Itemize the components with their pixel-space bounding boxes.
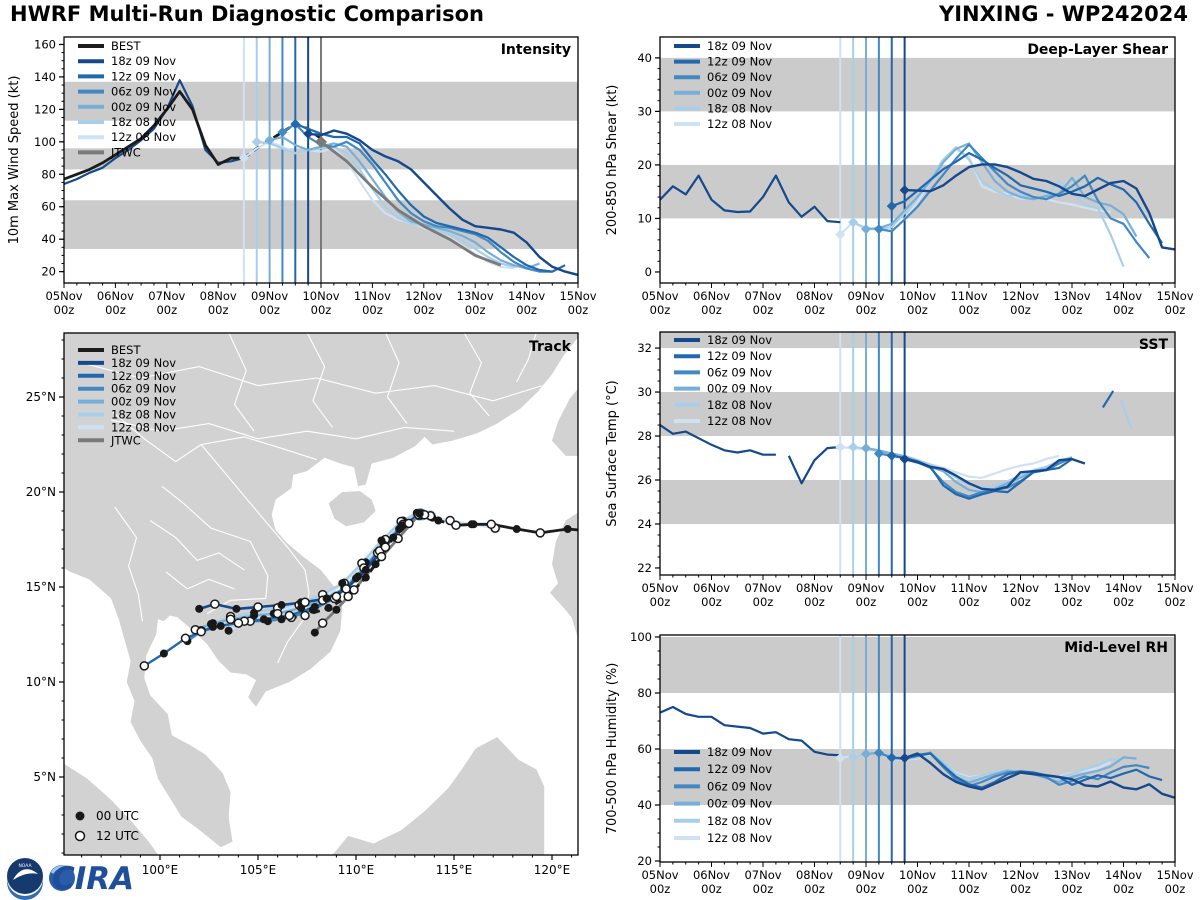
y-tick-label: 20	[637, 157, 652, 172]
x-tick-label: 08Nov	[199, 289, 237, 303]
lon-tick-label: 105°E	[239, 863, 277, 877]
x-tick-label: 07Nov	[744, 581, 782, 595]
legend-label: 12z 08 Nov	[111, 420, 177, 435]
legend-label: BEST	[111, 39, 141, 53]
fix-00utc	[362, 566, 370, 574]
fix-12utc	[452, 521, 460, 529]
series-analysis-b	[789, 447, 841, 483]
legend-label: 18z 08 Nov	[707, 397, 773, 412]
y-tick-label: 40	[637, 797, 652, 812]
x-tick-sublabel: 00z	[413, 303, 435, 317]
fix-00utc	[225, 627, 233, 635]
x-tick-label: 15Nov	[1156, 289, 1194, 303]
legend-label: 06z 09 Nov	[707, 779, 773, 794]
x-tick-sublabel: 00z	[1113, 303, 1134, 317]
x-tick-label: 13Nov	[1053, 289, 1091, 303]
lon-tick-label: 100°E	[141, 863, 179, 877]
y-tick-label: 22	[637, 560, 652, 575]
x-tick-label: 13Nov	[456, 289, 494, 303]
x-tick-label: 05Nov	[641, 289, 679, 303]
x-tick-label: 15Nov	[1156, 868, 1194, 882]
y-tick-label: 60	[637, 741, 652, 756]
x-tick-label: 14Nov	[1104, 289, 1143, 303]
legend-00utc-label: 00 UTC	[96, 809, 139, 823]
x-tick-sublabel: 00z	[1113, 595, 1134, 609]
init-marker	[848, 442, 858, 452]
y-tick-label: 100	[630, 629, 652, 644]
fix-12utc	[140, 662, 148, 670]
fix-12utc	[344, 593, 352, 601]
x-tick-sublabel: 00z	[752, 303, 774, 317]
x-tick-label: 08Nov	[795, 581, 834, 595]
x-tick-sublabel: 00z	[207, 303, 229, 317]
fix-00utc	[372, 560, 380, 568]
fix-00utc	[217, 622, 225, 630]
figure-title: HWRF Multi-Run Diagnostic Comparison	[10, 2, 485, 26]
legend-label: JTWC	[111, 145, 141, 160]
x-tick-label: 10Nov	[898, 289, 937, 303]
legend-label: 12z 08 Nov	[707, 414, 773, 428]
x-tick-sublabel: 00z	[701, 595, 722, 609]
fix-12utc	[585, 527, 593, 535]
y-axis-label: Sea Surface Temp (°C)	[605, 380, 620, 527]
x-tick-sublabel: 00z	[701, 303, 722, 317]
y-tick-label: 28	[637, 429, 652, 444]
fix-00utc	[332, 606, 340, 614]
x-tick-label: 13Nov	[1053, 581, 1091, 595]
fix-00utc	[323, 594, 331, 602]
legend-label: 18z 09 Nov	[111, 355, 177, 370]
x-tick-label: 06Nov	[692, 289, 731, 303]
legend-label: 18z 08 Nov	[707, 101, 773, 116]
fix-12utc	[254, 603, 262, 611]
y-axis-label: 10m Max Wind Speed (kt)	[7, 75, 22, 245]
fix-12utc	[332, 593, 340, 601]
fix-12utc	[377, 553, 385, 561]
x-tick-label: 11Nov	[950, 581, 988, 595]
x-tick-sublabel: 00z	[855, 882, 877, 896]
x-tick-sublabel: 00z	[907, 595, 928, 609]
legend-label: 18z 09 Nov	[707, 745, 773, 759]
x-tick-sublabel: 00z	[567, 303, 589, 317]
y-tick-label: 32	[637, 341, 652, 356]
x-tick-sublabel: 00z	[516, 303, 537, 317]
legend-label: 18z 08 Nov	[707, 813, 773, 828]
legend-label: 12z 09 Nov	[111, 69, 177, 84]
x-tick-label: 08Nov	[795, 868, 834, 882]
legend-label: 18z 09 Nov	[111, 54, 177, 69]
x-tick-sublabel: 00z	[649, 595, 671, 609]
y-tick-label: 40	[637, 50, 652, 65]
x-tick-sublabel: 00z	[1010, 882, 1031, 896]
legend-label: 12z 08 Nov	[707, 831, 773, 845]
noaa-logo-text: NOAA	[18, 864, 32, 869]
x-tick-label: 09Nov	[847, 581, 885, 595]
x-tick-sublabel: 00z	[362, 303, 383, 317]
fix-00utc	[362, 574, 370, 582]
fix-12utc	[350, 586, 358, 594]
fix-00utc	[354, 573, 362, 581]
init-marker	[861, 443, 871, 453]
lon-tick-label: 120°E	[533, 863, 571, 877]
x-tick-label: 06Nov	[692, 868, 731, 882]
legend-label: 18z 08 Nov	[111, 407, 177, 422]
y-tick-label: 20	[41, 264, 56, 279]
x-tick-sublabel: 00z	[649, 882, 671, 896]
fix-12utc	[181, 634, 189, 642]
fix-00utc	[209, 623, 217, 631]
x-tick-sublabel: 00z	[649, 303, 671, 317]
x-tick-sublabel: 00z	[701, 882, 722, 896]
x-tick-sublabel: 00z	[958, 595, 980, 609]
fix-12utc	[301, 612, 309, 620]
legend-label: 06z 09 Nov	[707, 70, 773, 85]
y-tick-label: 80	[637, 685, 652, 700]
footer-logos	[7, 858, 134, 900]
lon-tick-label: 110°E	[337, 863, 375, 877]
x-tick-label: 14Nov	[1104, 868, 1143, 882]
fix-12utc	[197, 628, 205, 636]
panel-intensity	[7, 37, 597, 317]
lat-tick-label: 25°N	[25, 390, 56, 404]
fix-12utc	[487, 520, 495, 528]
fix-12utc	[301, 598, 309, 606]
cira-logo-text: CIRA	[52, 861, 135, 897]
x-tick-label: 05Nov	[641, 868, 679, 882]
x-tick-sublabel: 00z	[1061, 595, 1083, 609]
x-tick-label: 11Nov	[353, 289, 391, 303]
x-tick-sublabel: 00z	[310, 303, 332, 317]
x-tick-sublabel: 00z	[958, 882, 980, 896]
fix-00utc	[434, 517, 442, 525]
lat-tick-label: 20°N	[25, 485, 56, 499]
x-tick-sublabel: 00z	[1113, 882, 1134, 896]
x-tick-label: 12Nov	[1001, 581, 1040, 595]
x-tick-sublabel: 00z	[464, 303, 486, 317]
legend-label: 12z 08 Nov	[707, 117, 773, 131]
x-tick-sublabel: 00z	[1164, 303, 1186, 317]
fix-12utc	[319, 619, 327, 627]
legend-label: 18z 08 Nov	[111, 115, 177, 129]
x-tick-label: 11Nov	[950, 289, 988, 303]
x-tick-label: 09Nov	[847, 868, 885, 882]
init-marker	[835, 442, 845, 452]
legend-label: 12z 09 Nov	[707, 349, 773, 364]
x-tick-label: 10Nov	[898, 581, 937, 595]
x-tick-label: 14Nov	[1104, 581, 1143, 595]
panel-sst	[605, 332, 1194, 609]
fix-00utc	[232, 605, 240, 613]
x-tick-sublabel: 00z	[1010, 595, 1031, 609]
panel-shear	[605, 37, 1194, 317]
y-tick-label: 30	[637, 385, 652, 400]
panel-title-sst: SST	[1138, 337, 1168, 353]
y-tick-label: 40	[41, 232, 56, 247]
y-tick-label: 20	[637, 853, 652, 868]
x-tick-label: 13Nov	[1053, 868, 1091, 882]
x-tick-sublabel: 00z	[907, 303, 928, 317]
lat-tick-label: 5°N	[33, 770, 56, 784]
x-tick-label: 12Nov	[1001, 868, 1040, 882]
x-tick-sublabel: 00z	[855, 303, 877, 317]
fix-12utc	[234, 619, 242, 627]
x-tick-label: 12Nov	[1001, 289, 1040, 303]
fix-00utc	[195, 605, 203, 613]
fix-00utc	[160, 650, 168, 658]
fix-00utc	[311, 603, 319, 611]
x-tick-sublabel: 00z	[1061, 303, 1083, 317]
y-tick-label: 80	[41, 167, 56, 182]
x-tick-sublabel: 00z	[752, 595, 774, 609]
x-tick-sublabel: 00z	[259, 303, 280, 317]
category-band	[660, 480, 1175, 524]
legend-label: 06z 09 Nov	[707, 365, 773, 380]
lat-tick-label: 10°N	[25, 675, 56, 689]
x-tick-label: 14Nov	[508, 289, 546, 303]
legend-label: 12z 09 Nov	[111, 368, 177, 383]
y-axis-label: 700-500 hPa Humidity (%)	[605, 662, 620, 835]
x-tick-sublabel: 00z	[804, 882, 825, 896]
legend-label: 00z 09 Nov	[707, 796, 773, 811]
x-tick-label: 10Nov	[898, 868, 937, 882]
y-tick-label: 10	[637, 211, 652, 226]
x-tick-sublabel: 00z	[1164, 882, 1186, 896]
panel-title-intensity: Intensity	[500, 42, 571, 58]
y-tick-label: 26	[637, 472, 652, 487]
x-tick-label: 10Nov	[302, 289, 340, 303]
y-tick-label: 30	[637, 104, 652, 119]
x-tick-label: 07Nov	[744, 868, 782, 882]
fix-00utc	[260, 615, 268, 623]
panel-title-rh: Mid-Level RH	[1064, 640, 1168, 656]
x-tick-label: 06Nov	[96, 289, 134, 303]
legend-label: 12z 09 Nov	[707, 762, 773, 777]
fix-12utc	[381, 543, 389, 551]
panel-track	[26, 332, 619, 877]
legend-label: 06z 09 Nov	[111, 84, 177, 99]
fix-00utc	[564, 525, 572, 533]
x-tick-label: 08Nov	[795, 289, 834, 303]
legend-00utc-marker	[76, 812, 85, 821]
fix-00utc	[278, 601, 286, 609]
y-tick-label: 140	[34, 69, 56, 84]
y-tick-label: 60	[41, 199, 56, 214]
fix-00utc	[278, 615, 286, 623]
legend-label: 18z 09 Nov	[707, 333, 773, 347]
fix-12utc	[227, 615, 235, 623]
x-tick-sublabel: 00z	[907, 882, 928, 896]
legend-label: JTWC	[111, 433, 141, 448]
legend-12utc-label: 12 UTC	[96, 829, 139, 843]
x-tick-label: 07Nov	[148, 289, 186, 303]
fix-12utc	[211, 600, 219, 608]
legend-label: 06z 09 Nov	[111, 381, 177, 396]
legend-label: 00z 09 Nov	[111, 394, 177, 409]
panel-title-track: Track	[529, 339, 571, 355]
legend-label: 00z 09 Nov	[111, 99, 177, 114]
x-tick-label: 07Nov	[744, 289, 782, 303]
x-tick-sublabel: 00z	[855, 595, 877, 609]
fix-12utc	[405, 519, 413, 527]
x-tick-sublabel: 00z	[958, 303, 980, 317]
y-tick-label: 0	[644, 264, 652, 279]
legend-label: 18z 09 Nov	[707, 39, 773, 53]
y-tick-label: 120	[34, 102, 56, 117]
fix-00utc	[389, 534, 397, 542]
x-tick-label: 11Nov	[950, 868, 988, 882]
fix-00utc	[470, 520, 478, 528]
legend-label: 00z 09 Nov	[707, 85, 773, 100]
fix-00utc	[311, 629, 319, 637]
x-tick-label: 06Nov	[692, 581, 731, 595]
legend-label: 12z 09 Nov	[707, 54, 773, 69]
x-tick-sublabel: 00z	[1164, 595, 1186, 609]
fix-12utc	[536, 529, 544, 537]
x-tick-sublabel: 00z	[1061, 882, 1083, 896]
x-tick-label: 05Nov	[641, 581, 679, 595]
y-tick-label: 160	[34, 37, 56, 52]
y-tick-label: 100	[34, 134, 56, 149]
x-tick-label: 12Nov	[405, 289, 443, 303]
storm-title: YINXING - WP242024	[939, 2, 1188, 26]
fix-00utc	[513, 525, 521, 533]
series-06z-09-nov	[282, 124, 552, 272]
x-tick-sublabel: 00z	[752, 882, 774, 896]
x-tick-label: 05Nov	[45, 289, 83, 303]
init-marker	[874, 224, 884, 234]
legend-12utc-marker	[76, 832, 85, 841]
panel-title-shear: Deep-Layer Shear	[1027, 42, 1168, 58]
panel-rh	[605, 630, 1194, 896]
x-tick-sublabel: 00z	[804, 595, 825, 609]
x-tick-label: 09Nov	[251, 289, 289, 303]
legend-label: 00z 09 Nov	[707, 381, 773, 396]
x-tick-sublabel: 00z	[156, 303, 178, 317]
x-tick-sublabel: 00z	[105, 303, 126, 317]
x-tick-label: 15Nov	[1156, 581, 1194, 595]
x-tick-label: 09Nov	[847, 289, 885, 303]
y-tick-label: 24	[637, 516, 652, 531]
lon-tick-label: 115°E	[435, 863, 473, 877]
fix-00utc	[250, 612, 258, 620]
x-tick-sublabel: 00z	[1010, 303, 1031, 317]
fix-00utc	[416, 510, 424, 518]
y-axis-label: 200-850 hPa Shear (kt)	[605, 84, 620, 236]
fix-12utc	[285, 612, 293, 620]
legend-label: 12z 08 Nov	[111, 130, 177, 145]
legend-label: BEST	[111, 343, 141, 357]
fix-12utc	[342, 585, 350, 593]
x-tick-sublabel: 00z	[53, 303, 75, 317]
x-tick-sublabel: 00z	[804, 303, 825, 317]
fix-00utc	[325, 604, 333, 612]
x-tick-label: 15Nov	[559, 289, 597, 303]
lat-tick-label: 15°N	[25, 580, 56, 594]
fix-00utc	[611, 532, 619, 540]
